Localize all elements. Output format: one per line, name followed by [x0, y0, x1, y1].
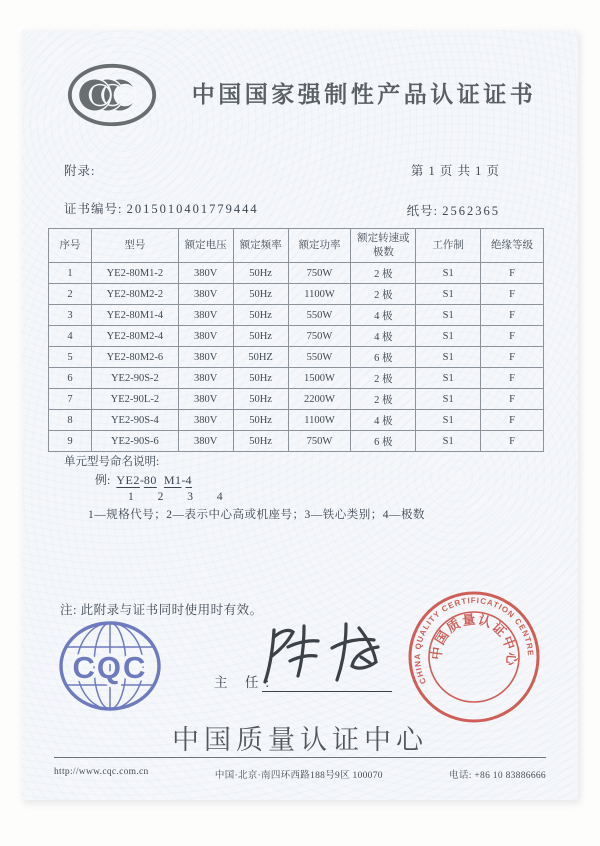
table-cell: 1: [49, 263, 92, 284]
table-cell: 550W: [288, 305, 351, 326]
column-header: 额定频率: [233, 229, 288, 263]
director-signature: [258, 616, 398, 694]
table-cell: S1: [416, 263, 481, 284]
table-cell: YE2-80M2-6: [92, 347, 179, 368]
table-cell: F: [481, 326, 544, 347]
table-cell: 2 极: [351, 263, 416, 284]
table-row: [49, 410, 544, 431]
table-cell: 8: [49, 410, 92, 431]
cqc-red-stamp: [404, 587, 544, 727]
table-cell: 380V: [178, 431, 233, 452]
table-cell: S1: [416, 326, 481, 347]
table-row: [49, 347, 544, 368]
cqc-globe-logo-icon: [58, 620, 162, 712]
page-info: 第 1 页 共 1 页: [410, 164, 500, 178]
table-cell: S1: [416, 410, 481, 431]
table-cell: 50Hz: [233, 368, 288, 389]
stamp-inner-text: 中国质量认证中心: [428, 611, 520, 668]
table-cell: 50Hz: [233, 305, 288, 326]
table-cell: YE2-80M1-4: [92, 305, 179, 326]
table-cell: 750W: [288, 326, 351, 347]
table-cell: S1: [416, 305, 481, 326]
table-cell: F: [481, 410, 544, 431]
table-cell: S1: [416, 389, 481, 410]
table-cell: 380V: [178, 347, 233, 368]
validity-note: 注: 此附录与证书同时使用时有效。: [60, 603, 263, 617]
example-part-2: 80: [143, 472, 157, 487]
table-row: [49, 431, 544, 452]
model-naming-section: [64, 454, 425, 524]
table-cell: 380V: [178, 263, 233, 284]
organization-name: 中国质量认证中心: [172, 725, 428, 755]
table-cell: F: [481, 305, 544, 326]
table-cell: F: [481, 389, 544, 410]
certificate-title: 中国国家强制性产品认证证书: [191, 81, 537, 107]
paper-number: 2562365: [442, 204, 500, 218]
table-cell: F: [481, 368, 544, 389]
table-cell: YE2-90S-6: [92, 431, 179, 452]
model-naming-legend: 1—规格代号；2—表示中心高或机座号；3—铁心类别；4—极数: [88, 508, 425, 521]
column-header: 额定功率: [288, 229, 351, 263]
footer-row: [54, 767, 546, 781]
table-cell: 380V: [178, 284, 233, 305]
table-cell: 6: [49, 368, 92, 389]
table-cell: S1: [416, 368, 481, 389]
director-label: 主 任:: [214, 675, 277, 690]
footer-address: 中国·北京·南四环西路188号9区 100070: [214, 771, 383, 781]
column-header: 工作制: [416, 229, 481, 263]
table-cell: 5: [49, 347, 92, 368]
column-header: 绝缘等级: [481, 229, 544, 263]
table-cell: 2: [49, 284, 92, 305]
product-table: [48, 228, 544, 452]
signature-underline: [262, 691, 392, 692]
table-cell: 3: [49, 305, 92, 326]
example-sep-2: -: [181, 472, 186, 487]
certificate-number: 2015010401779444: [126, 202, 259, 216]
footer-website: http://www.cqc.com.cn: [54, 767, 149, 777]
table-row: [49, 263, 544, 284]
certificate-page: [22, 30, 578, 800]
table-cell: YE2-80M2-2: [92, 284, 179, 305]
table-cell: F: [481, 347, 544, 368]
table-cell: 4 极: [351, 305, 416, 326]
paper-number-line: [407, 201, 500, 219]
table-row: [49, 284, 544, 305]
table-cell: 380V: [178, 305, 233, 326]
table-cell: 50Hz: [233, 410, 288, 431]
table-cell: 550W: [288, 347, 351, 368]
table-cell: 2 极: [351, 284, 416, 305]
table-cell: 380V: [178, 389, 233, 410]
table-cell: YE2-90L-2: [92, 389, 179, 410]
table-cell: 1500W: [288, 368, 351, 389]
table-cell: 2200W: [288, 389, 351, 410]
table-cell: 50Hz: [233, 431, 288, 452]
table-cell: 1100W: [288, 410, 351, 431]
table-cell: S1: [416, 431, 481, 452]
cqc-logo-text: CQC: [72, 650, 148, 685]
column-header: 型号: [92, 229, 179, 263]
table-cell: 2 极: [351, 389, 416, 410]
footer-phone: 电话: +86 10 83886666: [449, 771, 546, 781]
table-cell: YE2-80M1-2: [92, 263, 179, 284]
table-cell: F: [481, 263, 544, 284]
example-sep-1: -: [139, 472, 144, 487]
column-header: 序号: [49, 229, 92, 263]
table-cell: 750W: [288, 431, 351, 452]
svg-text:中国质量认证中心: [428, 611, 519, 667]
table-cell: 50Hz: [233, 284, 288, 305]
model-example-line: [95, 472, 425, 490]
table-row: [49, 368, 544, 389]
table-cell: 6 极: [351, 347, 416, 368]
certificate-number-line: [64, 199, 259, 217]
table-cell: 4 极: [351, 326, 416, 347]
table-cell: 1100W: [288, 284, 351, 305]
ccc-logo-icon: [66, 62, 158, 128]
example-label: 例:: [95, 472, 111, 487]
model-naming-title: 单元型号命名说明:: [64, 456, 160, 468]
table-cell: 7: [49, 389, 92, 410]
example-part-4: 4: [185, 472, 193, 487]
table-cell: 380V: [178, 368, 233, 389]
appendix-label: 附录:: [64, 164, 96, 178]
table-cell: F: [481, 284, 544, 305]
table-cell: 6 极: [351, 431, 416, 452]
example-part-3: M1: [163, 472, 182, 487]
column-header: 额定电压: [178, 229, 233, 263]
table-cell: F: [481, 431, 544, 452]
paper-number-label: 纸号:: [406, 204, 439, 218]
table-cell: S1: [416, 284, 481, 305]
table-cell: 4 极: [351, 410, 416, 431]
table-cell: YE2-90S-4: [92, 410, 179, 431]
example-digit-markers: 1 2 3 4: [128, 491, 224, 503]
table-header-row: [49, 229, 544, 263]
table-cell: 380V: [178, 410, 233, 431]
table-cell: 50Hz: [233, 326, 288, 347]
certificate-number-label: 证书编号:: [64, 202, 123, 216]
table-cell: 50Hz: [233, 263, 288, 284]
table-cell: 750W: [288, 263, 351, 284]
table-cell: 2 极: [351, 368, 416, 389]
table-cell: YE2-90S-2: [92, 368, 179, 389]
table-cell: 50HZ: [233, 347, 288, 368]
table-row: [49, 326, 544, 347]
stamp-outer-text: CHINA QUALITY CERTIFICATION CENTRE: [412, 596, 536, 686]
table-row: [49, 305, 544, 326]
table-cell: 50Hz: [233, 389, 288, 410]
column-header: 额定转速或极数: [351, 229, 416, 263]
footer-divider: [54, 757, 546, 758]
table-cell: 9: [49, 431, 92, 452]
table-cell: 380V: [178, 326, 233, 347]
example-part-1: YE2: [116, 472, 140, 487]
table-row: [49, 389, 544, 410]
table-cell: YE2-80M2-4: [92, 326, 179, 347]
table-cell: 4: [49, 326, 92, 347]
table-cell: S1: [416, 347, 481, 368]
